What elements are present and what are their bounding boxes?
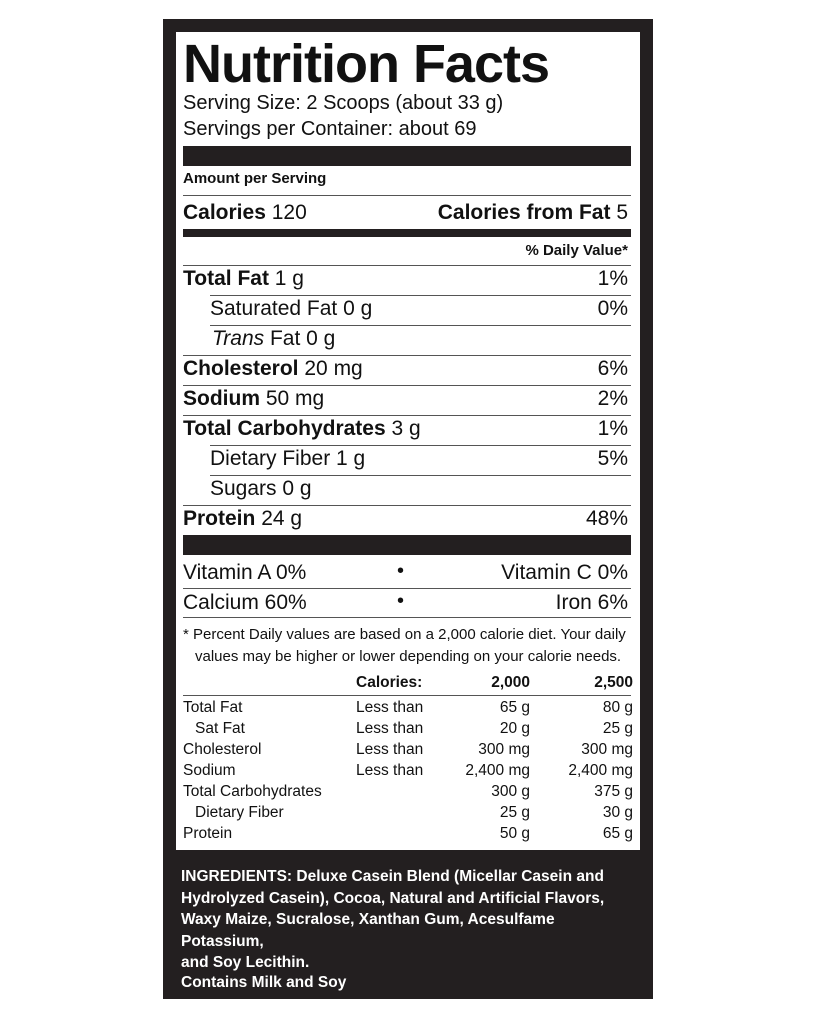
medium-divider bbox=[183, 229, 631, 237]
nutrient-row-trans-fat bbox=[212, 326, 335, 352]
vitamin-a: Vitamin A 0% bbox=[183, 561, 307, 584]
footnote-line-1: * Percent Daily values are based on a 2,000 calorie diet. Your daily bbox=[183, 626, 626, 643]
ingredients-block bbox=[181, 866, 641, 974]
nutrient-row-sodium bbox=[183, 386, 324, 412]
dv-row-name: Protein bbox=[183, 825, 233, 842]
nutrient-dv: 2% bbox=[597, 387, 628, 410]
calories-label: Calories bbox=[183, 201, 266, 224]
nutrient-row-dietary-fiber bbox=[210, 446, 365, 472]
dv-row-qualifier: Less than bbox=[356, 762, 424, 779]
nutrient-row-cholesterol bbox=[183, 356, 363, 382]
ingredients-line: Deluxe Casein Blend (Micellar Casein and bbox=[296, 868, 604, 885]
nutrient-name: Cholesterol bbox=[183, 357, 299, 380]
dv-row-name: Sodium bbox=[183, 762, 236, 779]
serving-size: Serving Size: 2 Scoops (about 33 g) bbox=[183, 92, 504, 114]
nutrient-amount: 1 g bbox=[274, 267, 304, 290]
nutrient-amount: 0 g bbox=[282, 477, 312, 500]
nutrient-row-total-carbohydrates bbox=[183, 416, 421, 442]
dv-row-name: Total Fat bbox=[183, 699, 243, 716]
bullet-separator: • bbox=[397, 560, 405, 582]
dv-row-name: Sat Fat bbox=[195, 720, 245, 737]
divider bbox=[183, 617, 631, 618]
nutrient-name: Total Carbohydrates bbox=[183, 417, 386, 440]
nutrient-dv: 0% bbox=[597, 297, 628, 320]
dv-row-name: Dietary Fiber bbox=[195, 804, 284, 821]
calories-value: 120 bbox=[271, 201, 307, 224]
calories-row bbox=[183, 200, 307, 226]
nutrient-dv: 6% bbox=[597, 357, 628, 380]
nutrient-amount: 0 g bbox=[343, 297, 373, 320]
dv-row-name: Cholesterol bbox=[183, 741, 262, 758]
nutrient-dv: 1% bbox=[597, 267, 628, 290]
nutrient-amount: 20 mg bbox=[304, 357, 363, 380]
daily-value-header: % Daily Value* bbox=[525, 242, 628, 259]
nutrient-row-saturated-fat bbox=[210, 296, 372, 322]
thick-divider bbox=[183, 146, 631, 166]
dv-row-col1: 300 mg bbox=[478, 741, 530, 758]
nutrient-name: Protein bbox=[183, 507, 256, 530]
servings-per-container: Servings per Container: about 69 bbox=[183, 118, 477, 140]
dv-table-col2-header: 2,500 bbox=[594, 674, 633, 691]
ingredients-line: Waxy Maize, Sucralose, Xanthan Gum, Acesulfame Potassium, bbox=[181, 911, 555, 950]
dv-row-qualifier: Less than bbox=[356, 720, 424, 737]
dv-row-col1: 2,400 mg bbox=[465, 762, 530, 779]
nutrient-name: Total Fat bbox=[183, 267, 269, 290]
ingredients-label: INGREDIENTS: bbox=[181, 868, 293, 885]
dv-row-qualifier: Less than bbox=[356, 699, 424, 716]
calories-from-fat-label: Calories from Fat bbox=[437, 201, 611, 224]
dv-row-col2: 2,400 mg bbox=[568, 762, 633, 779]
dv-row-qualifier: Less than bbox=[356, 741, 424, 758]
divider bbox=[183, 695, 631, 696]
calcium: Calcium 60% bbox=[183, 591, 307, 614]
divider bbox=[183, 195, 631, 196]
nutrient-name: Sugars bbox=[210, 477, 277, 500]
nutrient-dv: 48% bbox=[585, 507, 628, 530]
ingredients-line: Hydrolyzed Casein), Cocoa, Natural and Artificial Flavors, bbox=[181, 889, 605, 907]
dv-row-name: Total Carbohydrates bbox=[183, 783, 322, 800]
nutrition-facts-title: Nutrition Facts bbox=[183, 34, 550, 94]
dv-row-col1: 25 g bbox=[499, 804, 530, 821]
dv-row-col1: 20 g bbox=[499, 720, 530, 737]
dv-row-col2: 375 g bbox=[594, 783, 633, 800]
calories-from-fat-value: 5 bbox=[616, 201, 628, 224]
dv-row-col1: 50 g bbox=[499, 825, 530, 842]
dv-table-calories-label: Calories: bbox=[356, 674, 423, 691]
vitamin-c: Vitamin C 0% bbox=[501, 561, 628, 584]
thick-divider bbox=[183, 535, 631, 555]
dv-table-col1-header: 2,000 bbox=[491, 674, 530, 691]
nutrient-row-sugars bbox=[210, 476, 312, 502]
dv-row-col2: 30 g bbox=[602, 804, 633, 821]
nutrient-name: Dietary Fiber bbox=[210, 447, 331, 470]
nutrient-dv: 1% bbox=[597, 417, 628, 440]
dv-row-col2: 80 g bbox=[602, 699, 633, 716]
ingredients-line: and Soy Lecithin. bbox=[181, 954, 310, 971]
nutrient-amount: 3 g bbox=[391, 417, 421, 440]
nutrient-row-protein bbox=[183, 506, 302, 532]
dv-row-col2: 300 mg bbox=[581, 741, 633, 758]
nutrient-row-total-fat bbox=[183, 266, 304, 292]
nutrient-name: Fat bbox=[269, 327, 301, 350]
iron: Iron 6% bbox=[555, 591, 628, 614]
divider bbox=[183, 588, 631, 589]
dv-row-col1: 65 g bbox=[499, 699, 530, 716]
nutrient-dv: 5% bbox=[597, 447, 628, 470]
footnote-line-2: values may be higher or lower depending on your calorie needs. bbox=[195, 648, 622, 665]
nutrient-amount: 50 mg bbox=[265, 387, 325, 410]
nutrient-name-italic: Trans bbox=[212, 327, 265, 350]
dv-row-col2: 65 g bbox=[602, 825, 633, 842]
nutrient-amount: 24 g bbox=[261, 507, 303, 530]
nutrient-amount: 1 g bbox=[336, 447, 366, 470]
amount-per-serving: Amount per Serving bbox=[183, 170, 327, 187]
nutrient-name: Saturated Fat bbox=[210, 297, 338, 320]
bullet-separator: • bbox=[397, 590, 405, 612]
allergen-statement: Contains Milk and Soy bbox=[181, 974, 347, 991]
dv-row-col1: 300 g bbox=[491, 783, 530, 800]
calories-from-fat-row bbox=[438, 200, 628, 226]
nutrient-name: Sodium bbox=[183, 387, 260, 410]
nutrient-amount: 0 g bbox=[306, 327, 336, 350]
dv-row-col2: 25 g bbox=[602, 720, 633, 737]
